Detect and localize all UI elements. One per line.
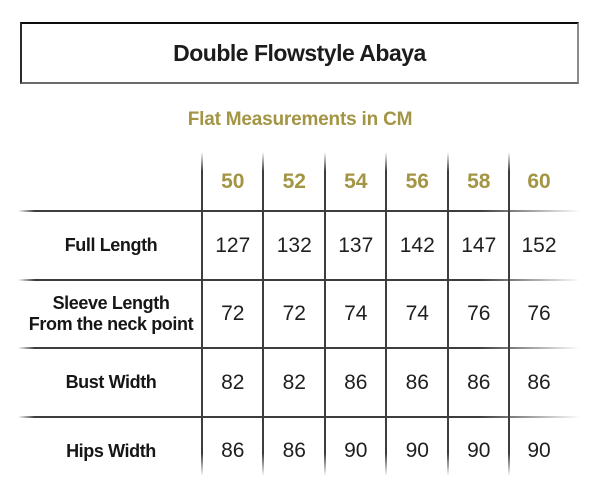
table-cell: 127 [215, 233, 251, 257]
table-cell: 90 [527, 439, 551, 462]
size-column-header-50: 50 [221, 170, 245, 193]
horizontal-divider [18, 210, 580, 212]
table-cell: 86 [527, 370, 551, 394]
size-column-header-56: 56 [405, 170, 429, 193]
row-label-hips-width [20, 417, 202, 485]
table-cell: 152 [521, 233, 557, 257]
table-cell: 72 [221, 302, 245, 325]
table-cell: 90 [467, 439, 491, 462]
vertical-divider [447, 152, 449, 476]
row-label-full-length [20, 211, 202, 280]
row-label-text: Bust Width [65, 372, 157, 392]
table-cell: 82 [221, 370, 245, 394]
table-cell: 76 [527, 302, 551, 325]
row-label-text: Hips Width [66, 440, 156, 461]
table-cell: 90 [344, 439, 368, 462]
row-label-bust-width [20, 348, 202, 417]
horizontal-divider [18, 279, 580, 281]
row-label-text-line2: From the neck point [28, 314, 194, 334]
table-cell: 76 [467, 302, 491, 325]
size-column-header-54: 54 [344, 170, 368, 193]
table-cell: 86 [405, 370, 429, 394]
table-cell: 74 [344, 302, 368, 325]
table-cell: 82 [282, 370, 306, 394]
row-label-text: Full Length [64, 235, 158, 255]
title-box [20, 22, 579, 84]
vertical-divider [201, 152, 203, 476]
size-column-header-58: 58 [467, 170, 491, 193]
measurements-table [20, 153, 569, 485]
chart-title: Double Flowstyle Abaya [173, 39, 426, 66]
chart-subtitle: Flat Measurements in CM [187, 109, 413, 130]
vertical-divider [385, 152, 387, 476]
table-cell: 90 [405, 439, 429, 462]
table-corner-cell [20, 153, 202, 211]
row-label-text: Sleeve Length [52, 293, 170, 313]
table-cell: 142 [399, 233, 435, 257]
table-cell: 132 [276, 233, 312, 257]
table-cell: 86 [282, 439, 306, 462]
vertical-divider [262, 152, 264, 476]
table-cell: 147 [461, 233, 497, 257]
vertical-divider [324, 152, 326, 476]
table-cell: 86 [467, 370, 491, 394]
table-cell: 86 [344, 370, 368, 394]
size-column-header-52: 52 [282, 170, 306, 193]
row-label-sleeve-length [20, 280, 202, 348]
table-cell: 137 [338, 233, 374, 257]
size-column-header-60: 60 [527, 170, 551, 193]
table-cell: 74 [405, 302, 429, 325]
table-cell: 86 [221, 439, 245, 462]
vertical-divider [508, 152, 510, 476]
table-cell: 72 [282, 302, 306, 325]
horizontal-divider [18, 416, 580, 418]
horizontal-divider [18, 347, 580, 349]
